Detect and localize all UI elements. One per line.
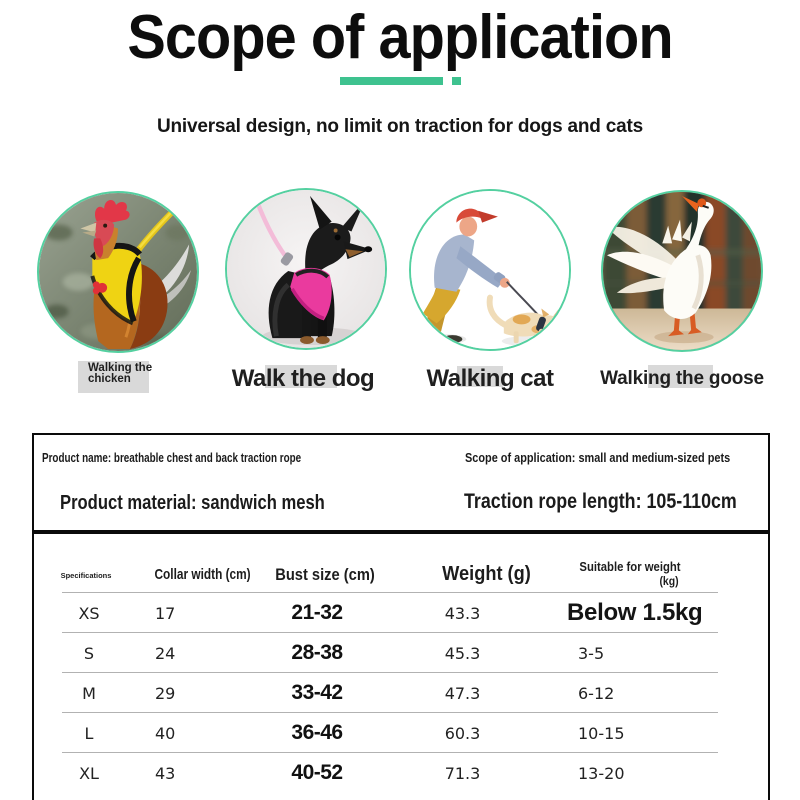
col-header-specifications: Specifications xyxy=(60,571,112,580)
weight-cell: 71.3 xyxy=(444,763,481,783)
subtitle: Universal design, no limit on traction for dogs and cats xyxy=(156,116,644,137)
use-case-label-chicken: Walking the chicken xyxy=(88,362,153,385)
size-cell: XL xyxy=(79,763,99,783)
size-cell: M xyxy=(82,683,96,703)
use-case-label-dog: Walk the dog xyxy=(231,365,375,392)
use-case-label-goose: Walking the goose xyxy=(600,368,764,389)
row-divider xyxy=(62,592,718,593)
weight-cell: 47.3 xyxy=(444,683,481,703)
person-walking-cat-illustration xyxy=(411,191,569,349)
product-name-text: Product name: breathable chest and back traction rope xyxy=(42,450,302,465)
bust-size-cell: 36-46 xyxy=(291,721,343,744)
col-header-bust-size: Bust size (cm) xyxy=(275,566,375,584)
col-header-collar-width: Collar width (cm) xyxy=(154,566,251,583)
size-cell: L xyxy=(84,723,94,743)
page-title: Scope of application xyxy=(127,2,673,72)
row-divider xyxy=(62,752,718,753)
collar-width-cell: 29 xyxy=(155,683,176,703)
suitable-weight-cell: Below 1.5kg xyxy=(567,599,703,626)
weight-cell: 43.3 xyxy=(444,603,481,623)
weight-cell: 60.3 xyxy=(444,723,481,743)
product-material-text: Product material: sandwich mesh xyxy=(60,491,325,514)
spec-row-s xyxy=(34,633,768,673)
bust-size-cell: 28-38 xyxy=(291,641,343,664)
underline-dot xyxy=(452,77,461,85)
collar-width-cell: 43 xyxy=(155,763,176,783)
section-divider xyxy=(34,530,768,534)
chicken-photo xyxy=(37,191,199,353)
suitable-weight-cell: 10-15 xyxy=(578,723,625,743)
row-divider xyxy=(62,632,718,633)
cat-walking-photo xyxy=(409,189,571,351)
collar-width-cell: 40 xyxy=(155,723,176,743)
spec-row-xs xyxy=(34,593,768,633)
spec-table-rows xyxy=(34,593,768,793)
col-header-suitable-weight xyxy=(579,559,681,588)
col-header-suitable-weight-line1: Suitable for weight xyxy=(579,559,681,574)
dog-photo xyxy=(225,188,387,350)
bust-size-cell: 40-52 xyxy=(291,761,343,784)
collar-width-cell: 24 xyxy=(155,643,176,663)
suitable-weight-cell: 6-12 xyxy=(578,683,615,703)
row-divider xyxy=(62,672,718,673)
dog-illustration xyxy=(227,190,385,348)
collar-width-cell: 17 xyxy=(155,603,176,623)
goose-photo xyxy=(601,190,763,352)
underline-bar xyxy=(340,77,443,85)
weight-cell: 45.3 xyxy=(444,643,481,663)
suitable-weight-cell: 3-5 xyxy=(578,643,605,663)
col-header-weight: Weight (g) xyxy=(442,563,531,585)
col-header-suitable-weight-line2: (kg) xyxy=(659,574,679,588)
size-cell: XS xyxy=(78,603,100,623)
goose-illustration xyxy=(603,192,761,350)
title-underline xyxy=(0,77,800,85)
product-scope-text: Scope of application: small and medium-sized pets xyxy=(465,450,731,465)
suitable-weight-cell: 13-20 xyxy=(578,763,625,783)
spec-row-xl xyxy=(34,753,768,793)
product-info-box xyxy=(32,433,770,800)
bust-size-cell: 21-32 xyxy=(291,601,343,624)
rooster-illustration xyxy=(39,193,197,351)
rope-length-text: Traction rope length: 105-110cm xyxy=(464,490,737,513)
row-divider xyxy=(62,712,718,713)
size-cell: S xyxy=(83,643,95,663)
spec-row-m xyxy=(34,673,768,713)
spec-row-l xyxy=(34,713,768,753)
bust-size-cell: 33-42 xyxy=(291,681,343,704)
use-case-label-cat: Walking cat xyxy=(426,365,554,392)
